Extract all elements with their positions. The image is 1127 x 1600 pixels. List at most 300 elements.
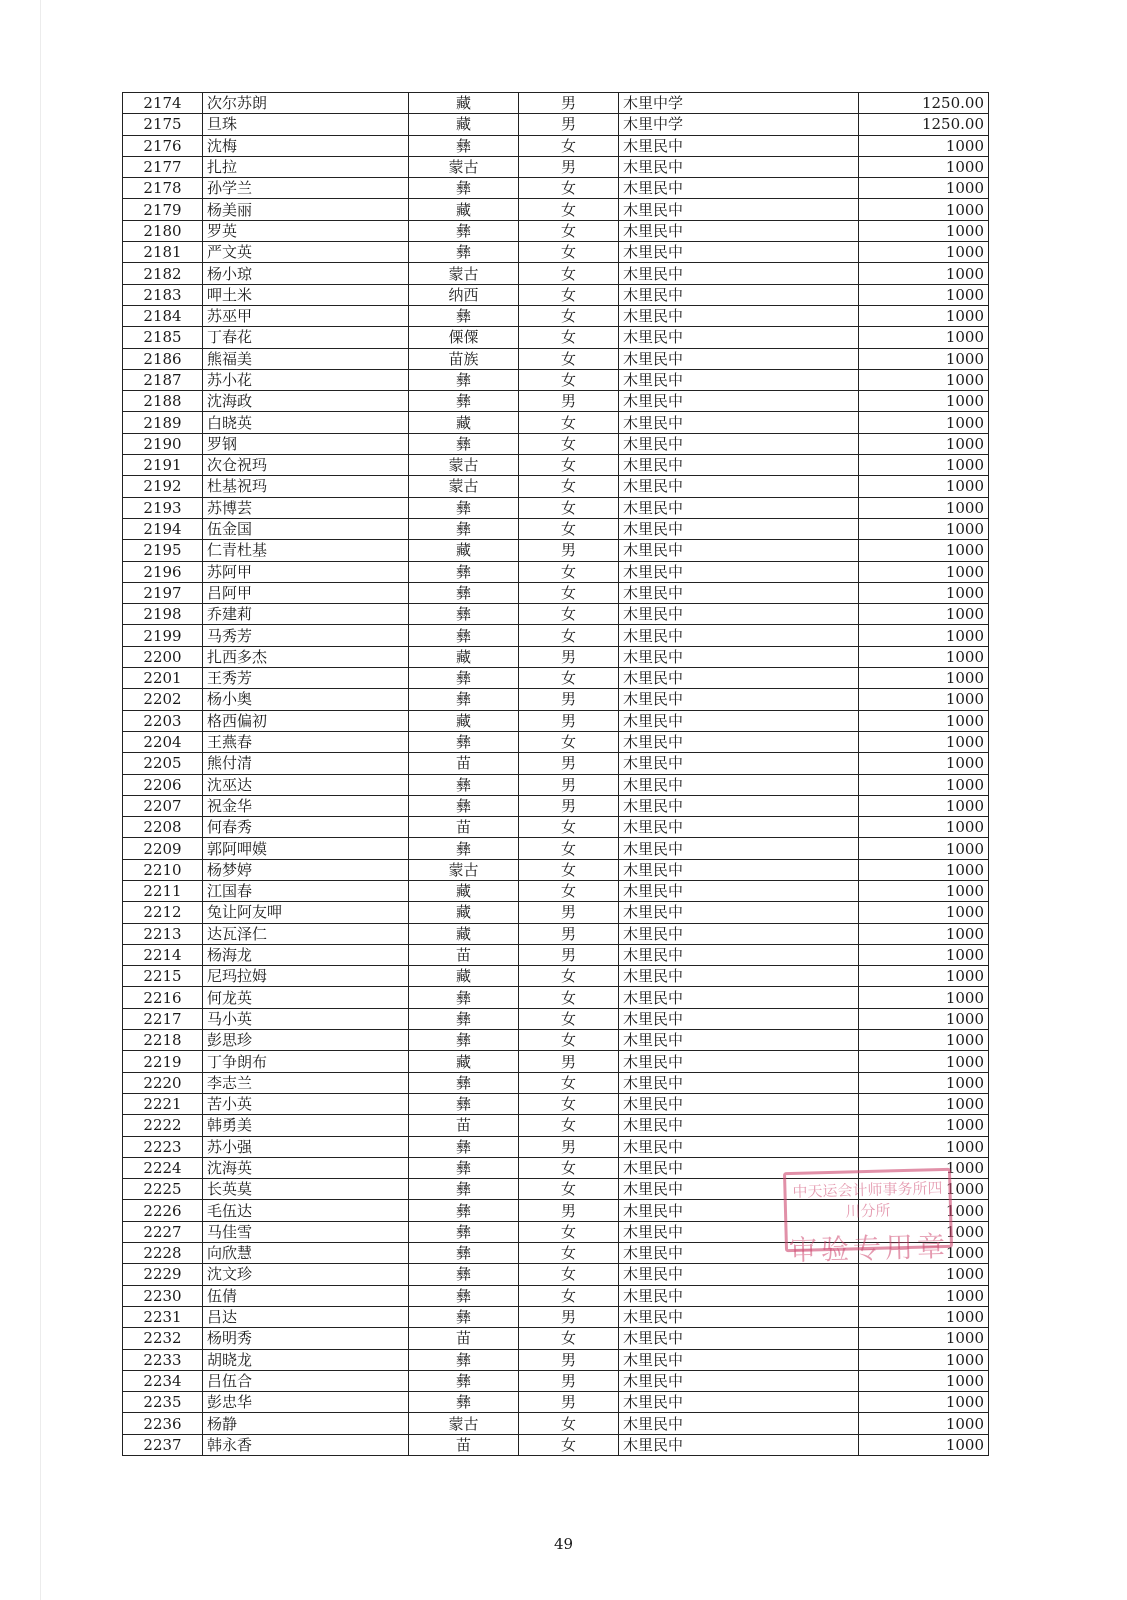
- row-number-cell: 2183: [123, 284, 203, 305]
- student-name-cell: 郭阿呷嫫: [203, 838, 409, 859]
- school-cell: 木里民中: [619, 1285, 859, 1306]
- school-cell: 木里民中: [619, 220, 859, 241]
- row-number-cell: 2210: [123, 859, 203, 880]
- student-name-cell: 沈海政: [203, 391, 409, 412]
- school-cell: 木里民中: [619, 1434, 859, 1455]
- amount-cell: 1000: [859, 199, 989, 220]
- student-name-cell: 孙学兰: [203, 178, 409, 199]
- student-name-cell: 罗钢: [203, 433, 409, 454]
- row-number-cell: 2185: [123, 327, 203, 348]
- amount-cell: 1000: [859, 689, 989, 710]
- amount-cell: 1000: [859, 263, 989, 284]
- ethnicity-cell: 蒙古: [409, 859, 519, 880]
- school-cell: 木里民中: [619, 412, 859, 433]
- amount-cell: 1000: [859, 859, 989, 880]
- amount-cell: 1000: [859, 1008, 989, 1029]
- ethnicity-cell: 彝: [409, 1200, 519, 1221]
- student-name-cell: 苏小花: [203, 369, 409, 390]
- school-cell: 木里民中: [619, 944, 859, 965]
- ethnicity-cell: 傈僳: [409, 327, 519, 348]
- school-cell: 木里民中: [619, 1157, 859, 1178]
- table-row: [123, 1030, 989, 1051]
- table-row: [123, 1093, 989, 1114]
- school-cell: 木里民中: [619, 476, 859, 497]
- ethnicity-cell: 藏: [409, 966, 519, 987]
- student-name-cell: 王秀芳: [203, 668, 409, 689]
- amount-cell: 1000: [859, 561, 989, 582]
- row-number-cell: 2219: [123, 1051, 203, 1072]
- row-number-cell: 2192: [123, 476, 203, 497]
- ethnicity-cell: 蒙古: [409, 156, 519, 177]
- table-row: [123, 156, 989, 177]
- student-name-cell: 杨静: [203, 1413, 409, 1434]
- school-cell: 木里民中: [619, 1349, 859, 1370]
- row-number-cell: 2211: [123, 880, 203, 901]
- table-row: [123, 412, 989, 433]
- amount-cell: 1000: [859, 284, 989, 305]
- amount-cell: 1000: [859, 1030, 989, 1051]
- table-row: [123, 731, 989, 752]
- row-number-cell: 2194: [123, 518, 203, 539]
- gender-cell: 男: [519, 391, 619, 412]
- row-number-cell: 2190: [123, 433, 203, 454]
- amount-cell: 1000: [859, 369, 989, 390]
- school-cell: 木里民中: [619, 305, 859, 326]
- gender-cell: 女: [519, 1115, 619, 1136]
- amount-cell: 1000: [859, 880, 989, 901]
- ethnicity-cell: 彝: [409, 668, 519, 689]
- gender-cell: 女: [519, 966, 619, 987]
- student-name-cell: 扎拉: [203, 156, 409, 177]
- school-cell: 木里民中: [619, 156, 859, 177]
- amount-cell: 1000: [859, 433, 989, 454]
- ethnicity-cell: 彝: [409, 625, 519, 646]
- school-cell: 木里民中: [619, 1136, 859, 1157]
- row-number-cell: 2216: [123, 987, 203, 1008]
- gender-cell: 女: [519, 369, 619, 390]
- table-row: [123, 178, 989, 199]
- school-cell: 木里中学: [619, 93, 859, 114]
- school-cell: 木里民中: [619, 604, 859, 625]
- ethnicity-cell: 苗族: [409, 348, 519, 369]
- amount-cell: 1000: [859, 625, 989, 646]
- table-row: [123, 646, 989, 667]
- school-cell: 木里中学: [619, 114, 859, 135]
- gender-cell: 女: [519, 433, 619, 454]
- ethnicity-cell: 彝: [409, 1370, 519, 1391]
- gender-cell: 女: [519, 987, 619, 1008]
- row-number-cell: 2225: [123, 1179, 203, 1200]
- student-name-cell: 格西偏初: [203, 710, 409, 731]
- ethnicity-cell: 彝: [409, 774, 519, 795]
- scan-edge-line: [40, 0, 41, 1600]
- gender-cell: 女: [519, 1179, 619, 1200]
- row-number-cell: 2195: [123, 540, 203, 561]
- ethnicity-cell: 彝: [409, 1285, 519, 1306]
- ethnicity-cell: 彝: [409, 1392, 519, 1413]
- amount-cell: 1000: [859, 412, 989, 433]
- ethnicity-cell: 彝: [409, 1072, 519, 1093]
- ethnicity-cell: 彝: [409, 689, 519, 710]
- table-row: [123, 987, 989, 1008]
- gender-cell: 女: [519, 1285, 619, 1306]
- ethnicity-cell: 彝: [409, 561, 519, 582]
- ethnicity-cell: 彝: [409, 1221, 519, 1242]
- gender-cell: 女: [519, 412, 619, 433]
- amount-cell: 1000: [859, 540, 989, 561]
- school-cell: 木里民中: [619, 1306, 859, 1327]
- student-name-cell: 沈文珍: [203, 1264, 409, 1285]
- table-row: [123, 774, 989, 795]
- table-row: [123, 369, 989, 390]
- gender-cell: 男: [519, 1392, 619, 1413]
- table-row: [123, 604, 989, 625]
- ethnicity-cell: 纳西: [409, 284, 519, 305]
- gender-cell: 女: [519, 263, 619, 284]
- table-row: [123, 1051, 989, 1072]
- row-number-cell: 2232: [123, 1328, 203, 1349]
- student-name-cell: 杜基祝玛: [203, 476, 409, 497]
- amount-cell: 1000: [859, 582, 989, 603]
- table-row: [123, 433, 989, 454]
- table-row: [123, 348, 989, 369]
- ethnicity-cell: 蒙古: [409, 476, 519, 497]
- row-number-cell: 2206: [123, 774, 203, 795]
- row-number-cell: 2233: [123, 1349, 203, 1370]
- student-name-cell: 尼玛拉姆: [203, 966, 409, 987]
- row-number-cell: 2196: [123, 561, 203, 582]
- row-number-cell: 2234: [123, 1370, 203, 1391]
- row-number-cell: 2231: [123, 1306, 203, 1327]
- student-name-cell: 江国春: [203, 880, 409, 901]
- student-name-cell: 吕达: [203, 1306, 409, 1327]
- gender-cell: 女: [519, 455, 619, 476]
- amount-cell: 1000: [859, 731, 989, 752]
- table-row: [123, 1115, 989, 1136]
- table-row: [123, 817, 989, 838]
- gender-cell: 男: [519, 1200, 619, 1221]
- student-name-cell: 马佳雪: [203, 1221, 409, 1242]
- ethnicity-cell: 彝: [409, 1157, 519, 1178]
- row-number-cell: 2182: [123, 263, 203, 284]
- school-cell: 木里民中: [619, 987, 859, 1008]
- table-row: [123, 1370, 989, 1391]
- ethnicity-cell: 苗: [409, 753, 519, 774]
- school-cell: 木里民中: [619, 348, 859, 369]
- amount-cell: 1000: [859, 1093, 989, 1114]
- row-number-cell: 2212: [123, 902, 203, 923]
- school-cell: 木里民中: [619, 731, 859, 752]
- row-number-cell: 2191: [123, 455, 203, 476]
- amount-cell: 1000: [859, 156, 989, 177]
- ethnicity-cell: 藏: [409, 412, 519, 433]
- school-cell: 木里民中: [619, 859, 859, 880]
- ethnicity-cell: 彝: [409, 1306, 519, 1327]
- amount-cell: 1000: [859, 817, 989, 838]
- amount-cell: 1000: [859, 1179, 989, 1200]
- student-name-cell: 马秀芳: [203, 625, 409, 646]
- ethnicity-cell: 彝: [409, 731, 519, 752]
- amount-cell: 1000: [859, 242, 989, 263]
- school-cell: 木里民中: [619, 433, 859, 454]
- amount-cell: 1000: [859, 753, 989, 774]
- gender-cell: 女: [519, 880, 619, 901]
- amount-cell: 1000: [859, 795, 989, 816]
- amount-cell: 1000: [859, 710, 989, 731]
- amount-cell: 1000: [859, 1392, 989, 1413]
- student-name-cell: 仁青杜基: [203, 540, 409, 561]
- amount-cell: 1000: [859, 1434, 989, 1455]
- gender-cell: 女: [519, 731, 619, 752]
- student-name-cell: 伍倩: [203, 1285, 409, 1306]
- school-cell: 木里民中: [619, 753, 859, 774]
- amount-cell: 1250.00: [859, 114, 989, 135]
- table-row: [123, 220, 989, 241]
- table-row: [123, 582, 989, 603]
- row-number-cell: 2181: [123, 242, 203, 263]
- row-number-cell: 2214: [123, 944, 203, 965]
- table-row: [123, 1392, 989, 1413]
- gender-cell: 女: [519, 1328, 619, 1349]
- gender-cell: 女: [519, 668, 619, 689]
- student-name-cell: 乔建莉: [203, 604, 409, 625]
- school-cell: 木里民中: [619, 1264, 859, 1285]
- gender-cell: 女: [519, 1434, 619, 1455]
- amount-cell: 1000: [859, 305, 989, 326]
- school-cell: 木里民中: [619, 284, 859, 305]
- gender-cell: 女: [519, 817, 619, 838]
- table-row: [123, 1349, 989, 1370]
- gender-cell: 男: [519, 1306, 619, 1327]
- page-number: 49: [553, 1535, 574, 1553]
- amount-cell: 1000: [859, 604, 989, 625]
- table-row: [123, 93, 989, 114]
- row-number-cell: 2229: [123, 1264, 203, 1285]
- school-cell: 木里民中: [619, 1051, 859, 1072]
- amount-cell: 1000: [859, 497, 989, 518]
- amount-cell: 1000: [859, 1072, 989, 1093]
- row-number-cell: 2188: [123, 391, 203, 412]
- gender-cell: 男: [519, 689, 619, 710]
- row-number-cell: 2237: [123, 1434, 203, 1455]
- gender-cell: 女: [519, 497, 619, 518]
- student-name-cell: 沈巫达: [203, 774, 409, 795]
- school-cell: 木里民中: [619, 902, 859, 923]
- student-name-cell: 彭思珍: [203, 1030, 409, 1051]
- student-name-cell: 苏巫甲: [203, 305, 409, 326]
- student-name-cell: 杨明秀: [203, 1328, 409, 1349]
- student-name-cell: 毛伍达: [203, 1200, 409, 1221]
- school-cell: 木里民中: [619, 1115, 859, 1136]
- school-cell: 木里民中: [619, 774, 859, 795]
- ethnicity-cell: 彝: [409, 838, 519, 859]
- table-row: [123, 263, 989, 284]
- gender-cell: 男: [519, 1349, 619, 1370]
- student-name-cell: 苏小强: [203, 1136, 409, 1157]
- gender-cell: 男: [519, 114, 619, 135]
- gender-cell: 男: [519, 540, 619, 561]
- student-name-cell: 韩勇美: [203, 1115, 409, 1136]
- school-cell: 木里民中: [619, 1328, 859, 1349]
- student-name-cell: 王燕春: [203, 731, 409, 752]
- amount-cell: 1000: [859, 1264, 989, 1285]
- amount-cell: 1000: [859, 774, 989, 795]
- ethnicity-cell: 藏: [409, 880, 519, 901]
- amount-cell: 1000: [859, 220, 989, 241]
- amount-cell: 1000: [859, 1157, 989, 1178]
- amount-cell: 1000: [859, 391, 989, 412]
- table-row: [123, 476, 989, 497]
- amount-cell: 1000: [859, 1243, 989, 1264]
- ethnicity-cell: 彝: [409, 1030, 519, 1051]
- student-name-cell: 伍金国: [203, 518, 409, 539]
- student-name-cell: 杨海龙: [203, 944, 409, 965]
- row-number-cell: 2226: [123, 1200, 203, 1221]
- ethnicity-cell: 彝: [409, 433, 519, 454]
- amount-cell: 1000: [859, 1370, 989, 1391]
- ethnicity-cell: 彝: [409, 1008, 519, 1029]
- school-cell: 木里民中: [619, 1030, 859, 1051]
- row-number-cell: 2176: [123, 135, 203, 156]
- school-cell: 木里民中: [619, 561, 859, 582]
- row-number-cell: 2235: [123, 1392, 203, 1413]
- table-row: [123, 1136, 989, 1157]
- amount-cell: 1000: [859, 944, 989, 965]
- row-number-cell: 2175: [123, 114, 203, 135]
- school-cell: 木里民中: [619, 1413, 859, 1434]
- amount-cell: 1000: [859, 1413, 989, 1434]
- ethnicity-cell: 彝: [409, 305, 519, 326]
- ethnicity-cell: 彝: [409, 242, 519, 263]
- ethnicity-cell: 苗: [409, 1328, 519, 1349]
- row-number-cell: 2179: [123, 199, 203, 220]
- gender-cell: 女: [519, 135, 619, 156]
- row-number-cell: 2180: [123, 220, 203, 241]
- amount-cell: 1000: [859, 1306, 989, 1327]
- table-row: [123, 540, 989, 561]
- student-name-cell: 彭忠华: [203, 1392, 409, 1413]
- school-cell: 木里民中: [619, 178, 859, 199]
- student-name-cell: 杨小琼: [203, 263, 409, 284]
- row-number-cell: 2187: [123, 369, 203, 390]
- ethnicity-cell: 藏: [409, 902, 519, 923]
- row-number-cell: 2205: [123, 753, 203, 774]
- gender-cell: 男: [519, 795, 619, 816]
- school-cell: 木里民中: [619, 923, 859, 944]
- student-name-cell: 熊福美: [203, 348, 409, 369]
- table-row: [123, 199, 989, 220]
- table-row: [123, 710, 989, 731]
- school-cell: 木里民中: [619, 1200, 859, 1221]
- row-number-cell: 2215: [123, 966, 203, 987]
- ethnicity-cell: 藏: [409, 1051, 519, 1072]
- student-name-cell: 李志兰: [203, 1072, 409, 1093]
- row-number-cell: 2224: [123, 1157, 203, 1178]
- amount-cell: 1000: [859, 1200, 989, 1221]
- gender-cell: 女: [519, 1221, 619, 1242]
- amount-cell: 1000: [859, 455, 989, 476]
- school-cell: 木里民中: [619, 369, 859, 390]
- table-row: [123, 668, 989, 689]
- student-name-cell: 次仓祝玛: [203, 455, 409, 476]
- student-name-cell: 达瓦泽仁: [203, 923, 409, 944]
- row-number-cell: 2228: [123, 1243, 203, 1264]
- row-number-cell: 2178: [123, 178, 203, 199]
- gender-cell: 女: [519, 1243, 619, 1264]
- row-number-cell: 2223: [123, 1136, 203, 1157]
- ethnicity-cell: 彝: [409, 220, 519, 241]
- school-cell: 木里民中: [619, 263, 859, 284]
- student-name-cell: 次尔苏朗: [203, 93, 409, 114]
- student-name-cell: 马小英: [203, 1008, 409, 1029]
- row-number-cell: 2174: [123, 93, 203, 114]
- amount-cell: 1000: [859, 646, 989, 667]
- ethnicity-cell: 彝: [409, 1136, 519, 1157]
- gender-cell: 男: [519, 1136, 619, 1157]
- table-row: [123, 242, 989, 263]
- student-name-cell: 沈海英: [203, 1157, 409, 1178]
- ethnicity-cell: 苗: [409, 817, 519, 838]
- gender-cell: 女: [519, 1413, 619, 1434]
- gender-cell: 女: [519, 1030, 619, 1051]
- row-number-cell: 2209: [123, 838, 203, 859]
- student-name-cell: 兔让阿友呷: [203, 902, 409, 923]
- student-name-cell: 向欣慧: [203, 1243, 409, 1264]
- row-number-cell: 2184: [123, 305, 203, 326]
- gender-cell: 女: [519, 348, 619, 369]
- gender-cell: 男: [519, 1370, 619, 1391]
- audit-seal-stamp: [783, 1168, 953, 1268]
- gender-cell: 女: [519, 604, 619, 625]
- student-name-cell: 苏博芸: [203, 497, 409, 518]
- gender-cell: 男: [519, 156, 619, 177]
- ethnicity-cell: 彝: [409, 582, 519, 603]
- stamp-purpose-text: 审验专用章: [788, 1229, 950, 1268]
- amount-cell: 1000: [859, 476, 989, 497]
- student-name-cell: 呷土米: [203, 284, 409, 305]
- school-cell: 木里民中: [619, 582, 859, 603]
- table-row: [123, 859, 989, 880]
- gender-cell: 男: [519, 923, 619, 944]
- amount-cell: 1000: [859, 1328, 989, 1349]
- gender-cell: 女: [519, 199, 619, 220]
- ethnicity-cell: 苗: [409, 944, 519, 965]
- amount-cell: 1000: [859, 178, 989, 199]
- school-cell: 木里民中: [619, 689, 859, 710]
- table-row: [123, 455, 989, 476]
- gender-cell: 女: [519, 518, 619, 539]
- gender-cell: 女: [519, 1264, 619, 1285]
- school-cell: 木里民中: [619, 817, 859, 838]
- school-cell: 木里民中: [619, 625, 859, 646]
- table-row: [123, 753, 989, 774]
- table-row: [123, 1306, 989, 1327]
- table-row: [123, 944, 989, 965]
- amount-cell: 1000: [859, 902, 989, 923]
- ethnicity-cell: 藏: [409, 93, 519, 114]
- row-number-cell: 2193: [123, 497, 203, 518]
- gender-cell: 男: [519, 710, 619, 731]
- ethnicity-cell: 彝: [409, 795, 519, 816]
- student-name-cell: 丁春花: [203, 327, 409, 348]
- student-name-cell: 罗英: [203, 220, 409, 241]
- student-name-cell: 何龙英: [203, 987, 409, 1008]
- ethnicity-cell: 彝: [409, 497, 519, 518]
- student-name-cell: 严文英: [203, 242, 409, 263]
- school-cell: 木里民中: [619, 1243, 859, 1264]
- school-cell: 木里民中: [619, 327, 859, 348]
- row-number-cell: 2201: [123, 668, 203, 689]
